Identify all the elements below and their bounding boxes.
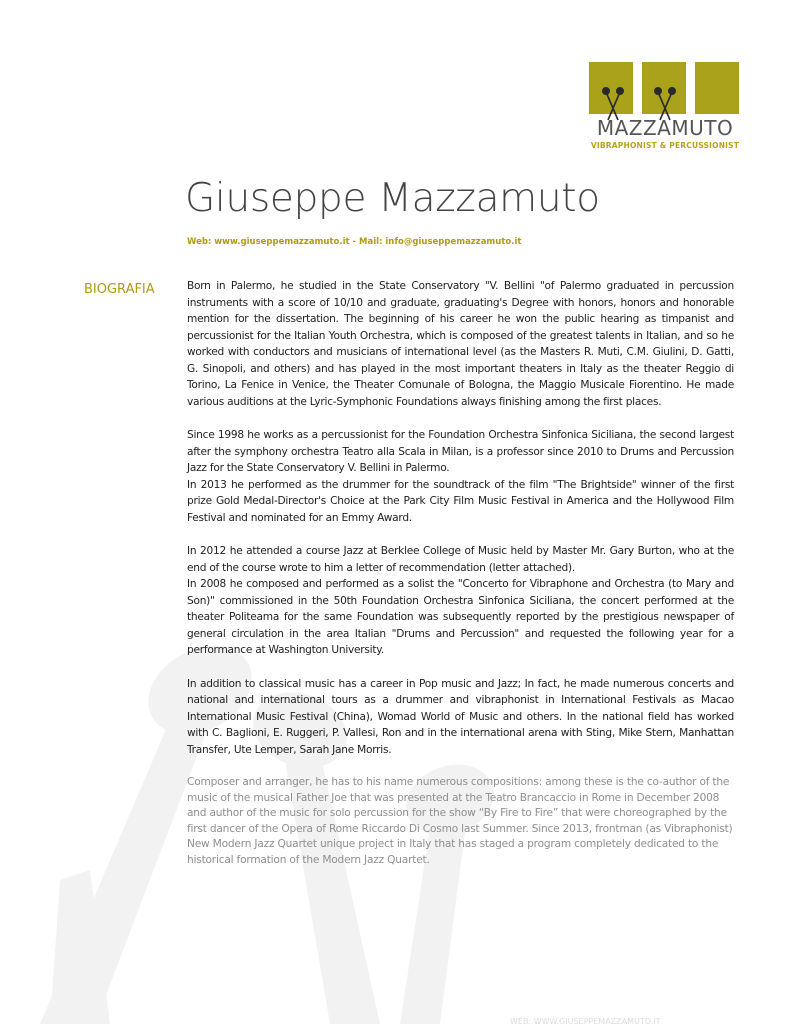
bio-paragraph-6: In addition to classical music has a career in Pop music and Jazz; In fact, he made numerous concerts and national and international tours as a drummer and vibraphonist in International Festivals as Macao International Music Festival (China), Womad World of Music and others. In the national field has worked with C. Baglioni, E. Ruggeri, P. Vallesi, Ron and in the international arena with Sting, Mike Stern, Manhattan Transfer, Ute Lemper, Sarah Jane Morris. bbox=[187, 677, 734, 756]
logo-brand-text: MAZZAMUTO bbox=[596, 116, 734, 140]
contact-line: Web: www.giuseppemazzamuto.it - Mail: info@giuseppemazzamuto.it bbox=[187, 237, 522, 247]
page-title: Giuseppe Mazzamuto bbox=[185, 176, 600, 221]
biography-text bbox=[187, 278, 734, 885]
logo-tagline: VIBRAPHONIST & PERCUSSIONIST bbox=[590, 141, 740, 150]
crossed-mallets-icon bbox=[589, 62, 741, 124]
footer-web: WEB: WWW.GIUSEPPEMAZZAMUTO.IT bbox=[510, 1017, 661, 1026]
mazzamuto-logo bbox=[589, 62, 741, 154]
bio-paragraph-4: In 2012 he attended a course Jazz at Berklee College of Music held by Master Mr. Gary Burton, who at the end of the course wrote to him a letter of recommendation (letter attached). bbox=[187, 545, 734, 574]
bio-paragraph-7: Composer and arranger, he has to his name numerous compositions: among these is the co-author of the music of the musical Father Joe that was presented at the Teatro Brancaccio in Rome in December 2008 and author of the music for solo percussion for the show “By Fire to Fire” that were choreographed by the first dancer of the Opera of Rome Riccardo Di Cosmo last Summer. Since 2013, frontman (as Vibraphonist) New Modern Jazz Quartet unique project in Italy that has staged a program completely dedicated to the historical formation of the Modern Jazz Quartet. bbox=[187, 776, 733, 866]
bio-paragraph-1: Born in Palermo, he studied in the State Conservatory "V. Bellini "of Palermo graduated in percussion instruments with a score of 10/10 and graduate, graduating's Degree with honors, honors and honorable mention for the dissertation. The beginning of his career he won the public hearing as timpanist and percussionist for the Italian Youth Orchestra, which is composed of the greatest talents in Italian, and so he worked with conductors and musicians of international level (as the Masters R. Muti, C.M. Giulini, D. Gatti, G. Sinopoli, and others) and has played in the most important theaters in Italy as the theater Reggio di Torino, La Fenice in Venice, the Theater Comunale of Bologna, the Maggio Musicale Fiorentino. He made various auditions at the Lyric-Symphonic Foundations always finishing among the first places. bbox=[187, 280, 734, 408]
section-label-biografia: BIOGRAFIA bbox=[84, 282, 155, 297]
bio-paragraph-5: In 2008 he composed and performed as a solist the "Concerto for Vibraphone and Orchestra (to Mary and Son)" commissioned in the 50th Foundation Orchestra Sinfonica Siciliana, the concert performed at the theater Politeama for the same Foundation was subsequently reported by the prestigious newspaper of general circulation in the area Italian "Drums and Percussion" and requested the following year for a performance at Washington University. bbox=[187, 578, 734, 656]
bio-paragraph-3: In 2013 he performed as the drummer for the soundtrack of the film "The Brightside" winner of the first prize Gold Medal-Director's Choice at the Park City Film Music Festival in America and the Hollywood Film Festival and nominated for an Emmy Award. bbox=[187, 478, 734, 524]
bio-paragraph-2: Since 1998 he works as a percussionist for the Foundation Orchestra Sinfonica Siciliana, the second largest after the symphony orchestra Teatro alla Scala in Milan, is a professor since 2010 to Drums and Percussion Jazz for the State Conservatory V. Bellini in Palermo. bbox=[187, 429, 734, 474]
